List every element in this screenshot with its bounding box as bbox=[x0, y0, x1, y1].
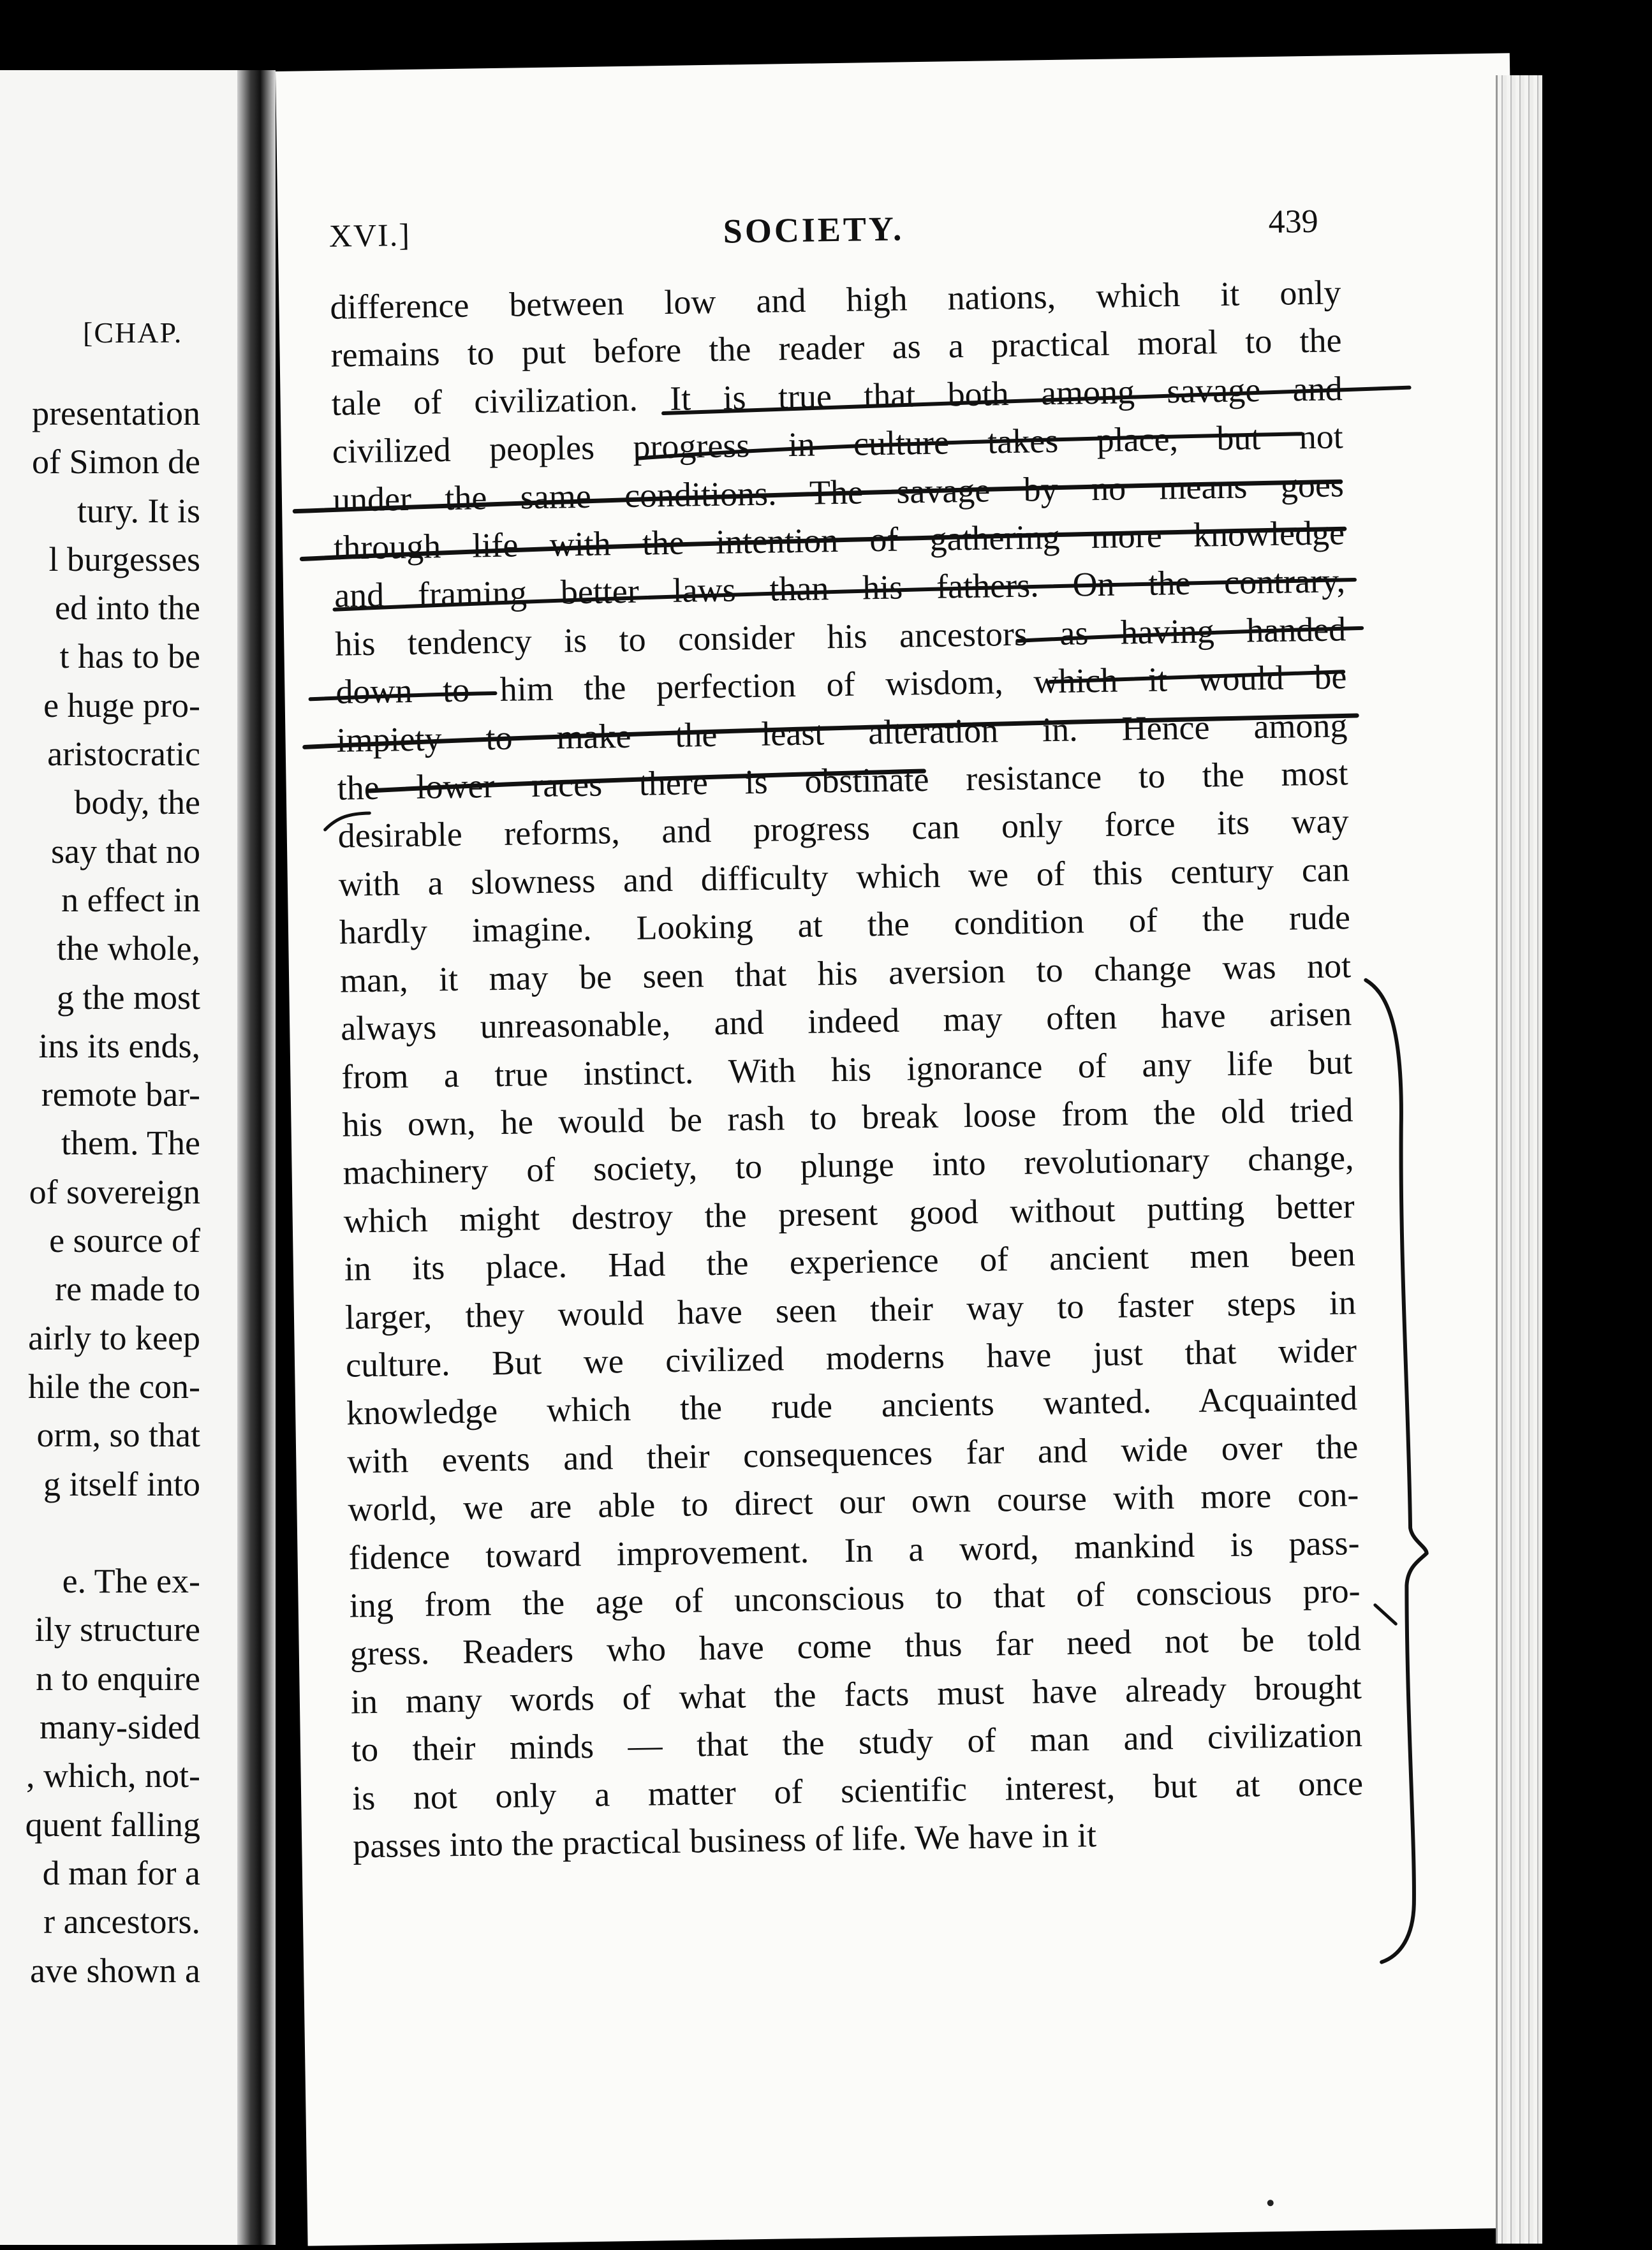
left-page-line: of sovereign bbox=[29, 1172, 200, 1211]
underline-mark bbox=[663, 388, 1410, 413]
left-page-line: remote bar- bbox=[41, 1075, 200, 1114]
text-line: impiety to make the least alteration in. Hence among bbox=[336, 705, 1348, 760]
text-line: man, it may be seen that his aversion to change was not bbox=[339, 946, 1352, 1000]
page-speck bbox=[1267, 2200, 1274, 2206]
text-line: desirable reforms, and progress can only force its way bbox=[337, 802, 1350, 856]
text-line: culture. But we civilized moderns have just that wider bbox=[345, 1331, 1357, 1385]
page-number: 439 bbox=[1268, 203, 1319, 240]
pen-annotations bbox=[276, 53, 1542, 2246]
text-line: world, we are able to direct our own course with more con- bbox=[348, 1475, 1359, 1529]
left-page-line: n to enquire bbox=[36, 1659, 200, 1698]
right-page bbox=[276, 53, 1542, 2246]
page-edges bbox=[1496, 75, 1542, 2244]
text-line: difference between low and high nations, which it only bbox=[330, 273, 1341, 327]
underline-mark bbox=[304, 716, 1357, 747]
underline-mark bbox=[369, 771, 924, 791]
left-page-line: re made to bbox=[55, 1270, 200, 1309]
left-page-line: tury. It is bbox=[77, 491, 200, 530]
left-page-line: many-sided bbox=[40, 1708, 200, 1747]
text-line: which might destroy the present good without putting better bbox=[343, 1186, 1355, 1240]
left-page-line: hile the con- bbox=[28, 1367, 200, 1406]
text-line: from a true instinct. With his ignorance of any life but bbox=[341, 1042, 1353, 1096]
text-line: his tendency is to consider his ancestors as having handed bbox=[334, 610, 1346, 663]
left-page-line: e source of bbox=[49, 1221, 200, 1260]
left-page-line: say that no bbox=[51, 832, 200, 871]
left-page-text bbox=[0, 389, 200, 1995]
text-line: passes into the practical business of life. We have in it bbox=[352, 1816, 1097, 1865]
left-page-line: e huge pro- bbox=[43, 686, 200, 724]
left-page-line: of Simon de bbox=[32, 443, 200, 482]
left-page-line: ily structure bbox=[34, 1610, 200, 1649]
text-line: down to him the perfection of wisdom, which it would be bbox=[335, 658, 1347, 711]
text-line: is not only a matter of scientific interest, but at once bbox=[351, 1763, 1364, 1818]
text-line: gress. Readers who have come thus far need not be told bbox=[350, 1619, 1362, 1673]
left-page-line: l burgesses bbox=[48, 540, 200, 578]
left-page-line: aristocratic bbox=[47, 735, 200, 774]
left-page-line: t has to be bbox=[59, 637, 200, 676]
left-page-line: d man for a bbox=[42, 1853, 200, 1892]
underline-mark bbox=[325, 813, 369, 830]
left-page-line: g itself into bbox=[43, 1464, 200, 1503]
underline-mark bbox=[334, 580, 1355, 610]
left-page-line: n effect in bbox=[61, 880, 200, 919]
text-line: hardly imagine. Looking at the condition of the rude bbox=[339, 898, 1351, 952]
left-page-line: presentation bbox=[32, 394, 200, 432]
underline-mark bbox=[311, 693, 496, 699]
left-page-line: r ancestors. bbox=[43, 1902, 200, 1941]
left-page-line: e. The ex- bbox=[62, 1562, 200, 1601]
left-page-line: body, the bbox=[74, 783, 200, 822]
underline-mark bbox=[638, 434, 1302, 458]
margin-bracket bbox=[1366, 980, 1433, 1962]
text-line: always unreasonable, and indeed may often have arisen bbox=[340, 994, 1352, 1048]
underline-mark bbox=[302, 529, 1345, 559]
left-page-line: ins its ends, bbox=[38, 1026, 200, 1065]
left-page-line bbox=[0, 1508, 200, 1557]
text-line: his own, he would be rash to break loose from the old tried bbox=[342, 1091, 1353, 1144]
left-page-line: , which, not- bbox=[26, 1756, 200, 1795]
text-line: fidence toward improvement. In a word, mankind is pass- bbox=[348, 1523, 1360, 1577]
text-line: ing from the age of unconscious to that of conscious pro- bbox=[349, 1571, 1361, 1625]
text-line: the lower races there is obstinate resistance to the most bbox=[337, 754, 1348, 807]
text-line: through life with the intention of gathering more knowledge bbox=[333, 513, 1345, 567]
text-line: with events and their consequences far and wide over the bbox=[346, 1427, 1359, 1481]
text-line: with a slowness and difficulty which we of this century can bbox=[338, 850, 1350, 904]
left-page-line: them. The bbox=[61, 1124, 200, 1163]
margin-tick bbox=[1375, 1605, 1396, 1624]
left-page-line: airly to keep bbox=[28, 1318, 200, 1357]
left-page-line: ed into the bbox=[55, 589, 200, 628]
underline-mark bbox=[1017, 628, 1362, 641]
chapter-label: XVI.] bbox=[328, 216, 411, 254]
left-page-line: quent falling bbox=[25, 1805, 200, 1844]
text-line: and framing better laws than his fathers. On the contrary, bbox=[334, 561, 1346, 615]
page-title: SOCIETY. bbox=[723, 209, 904, 251]
text-line: machinery of society, to plunge into revolutionary change, bbox=[343, 1138, 1354, 1192]
underline-mark bbox=[1050, 672, 1343, 682]
text-line: civilized peoples progress in culture takes place, but not bbox=[332, 417, 1344, 471]
book-gutter bbox=[237, 70, 276, 2245]
text-line: under the same conditions. The savage by no means goes bbox=[332, 465, 1345, 519]
text-line: knowledge which the rude ancients wanted. Acquainted bbox=[346, 1379, 1358, 1432]
text-line: larger, they would have seen their way to faster steps in bbox=[344, 1283, 1357, 1337]
text-line: to their minds — that the study of man and civilization bbox=[351, 1716, 1363, 1769]
text-line: tale of civilization. It is true that both among savage and bbox=[331, 369, 1343, 423]
left-page-line: ave shown a bbox=[30, 1951, 200, 1990]
text-line: remains to put before the reader as a practical moral to the bbox=[330, 321, 1342, 375]
left-page-running-head: [CHAP. bbox=[83, 316, 183, 349]
left-page-line: orm, so that bbox=[36, 1416, 200, 1455]
text-line: in its place. Had the experience of ancient men been bbox=[344, 1235, 1356, 1288]
left-page bbox=[0, 70, 237, 2245]
left-page-line: g the most bbox=[57, 978, 200, 1017]
underline-mark bbox=[295, 482, 1341, 511]
text-line: in many words of what the facts must have already brought bbox=[350, 1667, 1362, 1721]
left-page-line: the whole, bbox=[57, 929, 200, 968]
